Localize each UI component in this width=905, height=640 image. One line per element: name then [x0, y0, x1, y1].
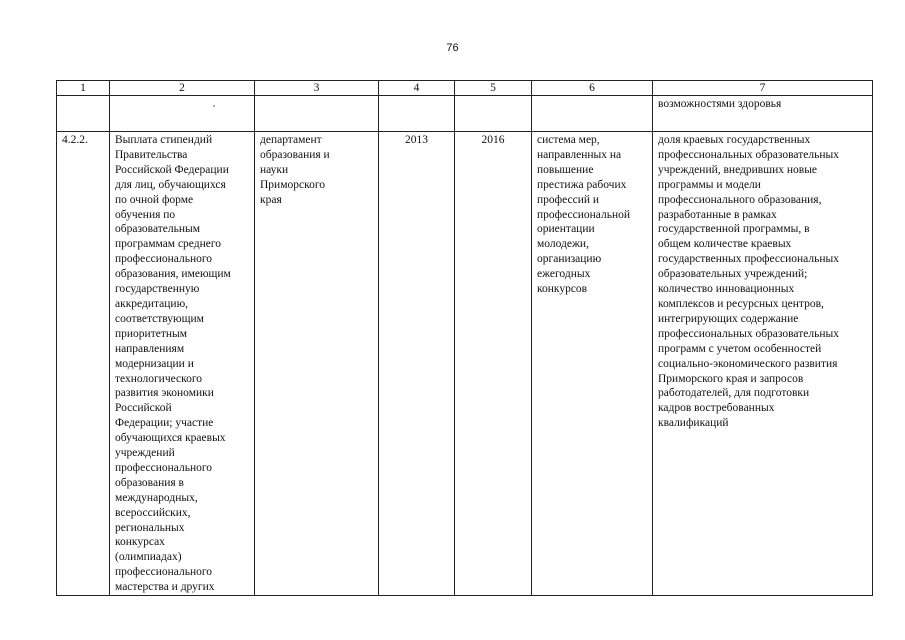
table-cell — [255, 96, 379, 132]
measure-number: 4.2.2. — [62, 134, 88, 146]
indicator-cell — [653, 132, 873, 596]
table-cell — [532, 96, 653, 132]
executor: департамент образования и науки Приморского края — [260, 134, 330, 206]
expected-result-cell — [532, 132, 653, 596]
executor-cell — [255, 132, 379, 596]
start-year-cell — [379, 132, 455, 596]
end-year-cell — [455, 132, 532, 596]
column-header: 2 — [110, 81, 255, 96]
page-number: 76 — [446, 42, 459, 54]
expected-result: система мер, направленных на повышение престижа рабочих профессий и профессиональной ориентации молодежи, организацию ежегодных конкурсов — [537, 134, 631, 296]
measure-description: Выплата стипендий Правительства Российской Федерации для лиц, обучающихся по очной форме обучения по образовательным программам среднего профессионального образования, имеющим государственную аккредитацию, соответствующим приоритетным направлениям модернизации и технологического развития экономики Российской Федерации; участие обучающихся краевых учреждений профессионального образования в международных, всероссийских, региональных конкурсах (олимпиадах) профессионального мастерства и других — [115, 134, 231, 594]
table-header-row — [57, 81, 873, 96]
table-row — [57, 132, 873, 596]
program-measures-table — [56, 80, 873, 596]
indicator: доля краевых государственных профессиональных образовательных учреждений, внедривших новые программы и модели профессионального образования, разработанные в рамках государственной программы, в общем количестве краевых государственных профессиональных образовательных учреждений; количество инновационных комплексов и ресурсных центров, интегрирующих содержание профессиональных образовательных программ с учетом особенностей социально-экономического развития Приморского края и запросов работодателей, для подготовки кадров востребованных квалификаций — [658, 134, 839, 430]
column-header: 1 — [57, 81, 110, 96]
column-header: 4 — [379, 81, 455, 96]
table-cell — [57, 96, 110, 132]
measure-description-cell — [110, 132, 255, 596]
table-row-continuation — [57, 96, 873, 132]
column-header: 6 — [532, 81, 653, 96]
scan-speck — [213, 105, 215, 107]
table-cell — [455, 96, 532, 132]
measure-number-cell — [57, 132, 110, 596]
end-year: 2016 — [481, 134, 505, 146]
table-cell — [110, 96, 255, 132]
table-cell — [379, 96, 455, 132]
column-header: 7 — [653, 81, 873, 96]
column-header: 5 — [455, 81, 532, 96]
start-year: 2013 — [405, 134, 428, 146]
column-header: 3 — [255, 81, 379, 96]
table-cell: возможностями здоровья — [653, 96, 873, 132]
